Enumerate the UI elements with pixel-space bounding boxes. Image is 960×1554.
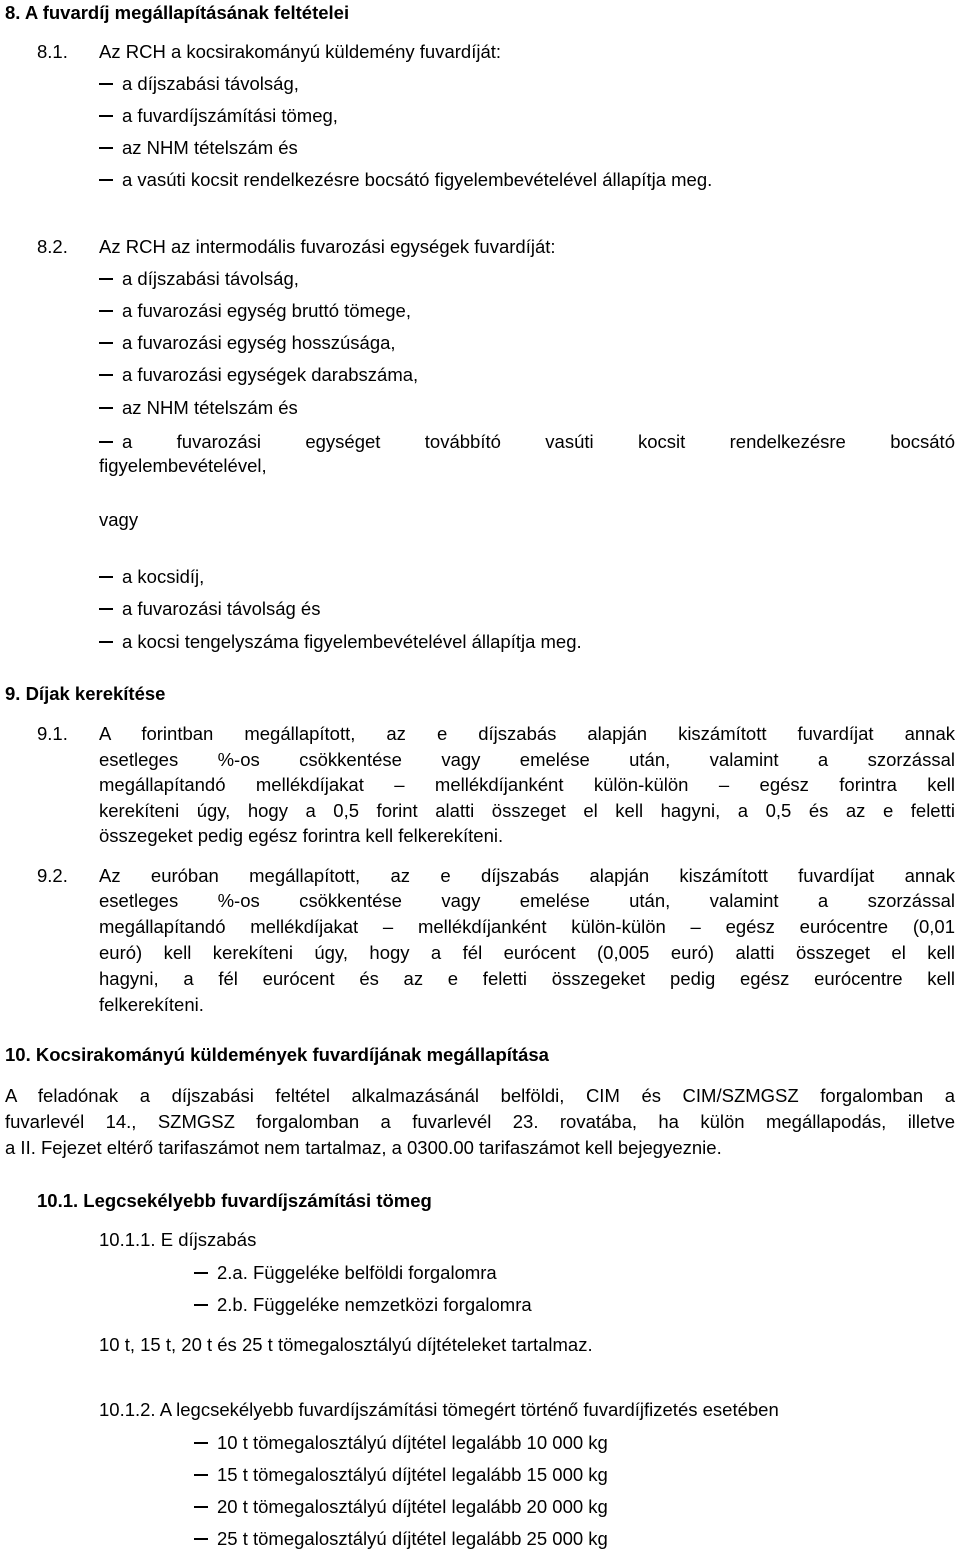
paragraph-line: A forintban megállapított, az e díjszabás alapján kiszámított fuvardíjat annak: [99, 723, 955, 744]
list-item: 20 t tömegalosztályú díjtétel legalább 20 000 kg: [194, 1495, 608, 1519]
paragraph-line: felkerekíteni.: [99, 994, 204, 1015]
para-8-2-intro: Az RCH az intermodális fuvarozási egységek fuvardíját:: [99, 236, 556, 257]
section-8-heading: 8. A fuvardíj megállapításának feltételei: [5, 2, 350, 23]
paragraph-line: esetleges %-os csökkentése vagy emelése után, valamint a szorzással: [99, 749, 955, 770]
para-9-1-number: 9.1.: [37, 723, 68, 744]
list-item-justified: a fuvarozási egységet továbbító vasúti kocsit rendelkezésre bocsátó: [99, 430, 955, 454]
list-item: 15 t tömegalosztályú díjtétel legalább 15 000 kg: [194, 1463, 608, 1487]
list-item: a kocsi tengelyszáma figyelembevételével állapítja meg.: [99, 630, 582, 654]
list-item: a fuvarozási távolság és: [99, 597, 320, 621]
or-label: vagy: [99, 509, 139, 530]
list-item: az NHM tételszám és: [99, 396, 298, 420]
list-item: a díjszabási távolság,: [99, 72, 299, 96]
para-8-2-number: 8.2.: [37, 236, 68, 257]
list-item: a fuvarozási egység hosszúsága,: [99, 331, 396, 355]
list-item: 25 t tömegalosztályú díjtétel legalább 25 000 kg: [194, 1527, 608, 1551]
list-item: az NHM tételszám és: [99, 136, 298, 160]
subsection-10-1-2-title: 10.1.2. A legcsekélyebb fuvardíjszámítási tömegért történő fuvardíjfizetés esetében: [99, 1399, 779, 1420]
list-item: 2.b. Függeléke nemzetközi forgalomra: [194, 1293, 532, 1317]
section-10-heading: 10. Kocsirakományú küldemények fuvardíjának megállapítása: [5, 1044, 549, 1065]
list-item-continuation: figyelembevételével,: [99, 455, 267, 476]
paragraph-line: A feladónak a díjszabási feltétel alkalmazásánál belföldi, CIM és CIM/SZMGSZ forgalomban a: [5, 1085, 955, 1106]
para-9-2-number: 9.2.: [37, 865, 68, 886]
paragraph-line: Az euróban megállapított, az e díjszabás alapján kiszámított fuvardíjat annak: [99, 865, 955, 886]
list-item: 10 t tömegalosztályú díjtétel legalább 10 000 kg: [194, 1431, 608, 1455]
list-item: 2.a. Függeléke belföldi forgalomra: [194, 1261, 497, 1285]
paragraph-line: fuvarlevél 14., SZMGSZ forgalomban a fuvarlevél 23. rovatába, ha külön megállapodás, illetve: [5, 1111, 955, 1132]
list-item: a díjszabási távolság,: [99, 267, 299, 291]
paragraph-line: összegeket pedig egész forintra kell felkerekíteni.: [99, 825, 504, 846]
list-item: a vasúti kocsit rendelkezésre bocsátó figyelembevételével állapítja meg.: [99, 168, 712, 192]
paragraph-line: megállapítandó mellékdíjakat – mellékdíjanként külön-külön – egész forintra kell: [99, 774, 955, 795]
section-9-heading: 9. Díjak kerekítése: [5, 683, 166, 704]
subsection-10-1-1-note: 10 t, 15 t, 20 t és 25 t tömegalosztályú díjtételeket tartalmaz.: [99, 1334, 593, 1355]
paragraph-line: megállapítandó mellékdíjakat – mellékdíjanként külön-külön – egész eurócentre (0,01: [99, 916, 955, 937]
para-8-1-intro: Az RCH a kocsirakományú küldemény fuvardíját:: [99, 41, 502, 62]
subsection-10-1-1-title: 10.1.1. E díjszabás: [99, 1229, 257, 1250]
section-10-1-heading: 10.1. Legcsekélyebb fuvardíjszámítási tömeg: [37, 1190, 432, 1211]
paragraph-line: euró) kell kerekíteni úgy, hogy a fél eurócent (0,005 euró) alatti összeget el kell: [99, 942, 955, 963]
list-item: a fuvarozási egység bruttó tömege,: [99, 299, 411, 323]
paragraph-line: hagyni, a fél eurócent és az e feletti összegeket pedig egész eurócentre kell: [99, 968, 955, 989]
paragraph-line: kerekíteni úgy, hogy a 0,5 forint alatti összeget el kell hagyni, a 0,5 és az e feletti: [99, 800, 955, 821]
list-item: a fuvarozási egységek darabszáma,: [99, 363, 418, 387]
para-8-1-number: 8.1.: [37, 41, 68, 62]
list-item: a kocsidíj,: [99, 565, 204, 589]
paragraph-line: a II. Fejezet eltérő tarifaszámot nem tartalmaz, a 0300.00 tarifaszámot kell bejegyeznie.: [5, 1137, 722, 1158]
list-item: a fuvardíjszámítási tömeg,: [99, 104, 338, 128]
paragraph-line: esetleges %-os csökkentése vagy emelése után, valamint a szorzással: [99, 890, 955, 911]
